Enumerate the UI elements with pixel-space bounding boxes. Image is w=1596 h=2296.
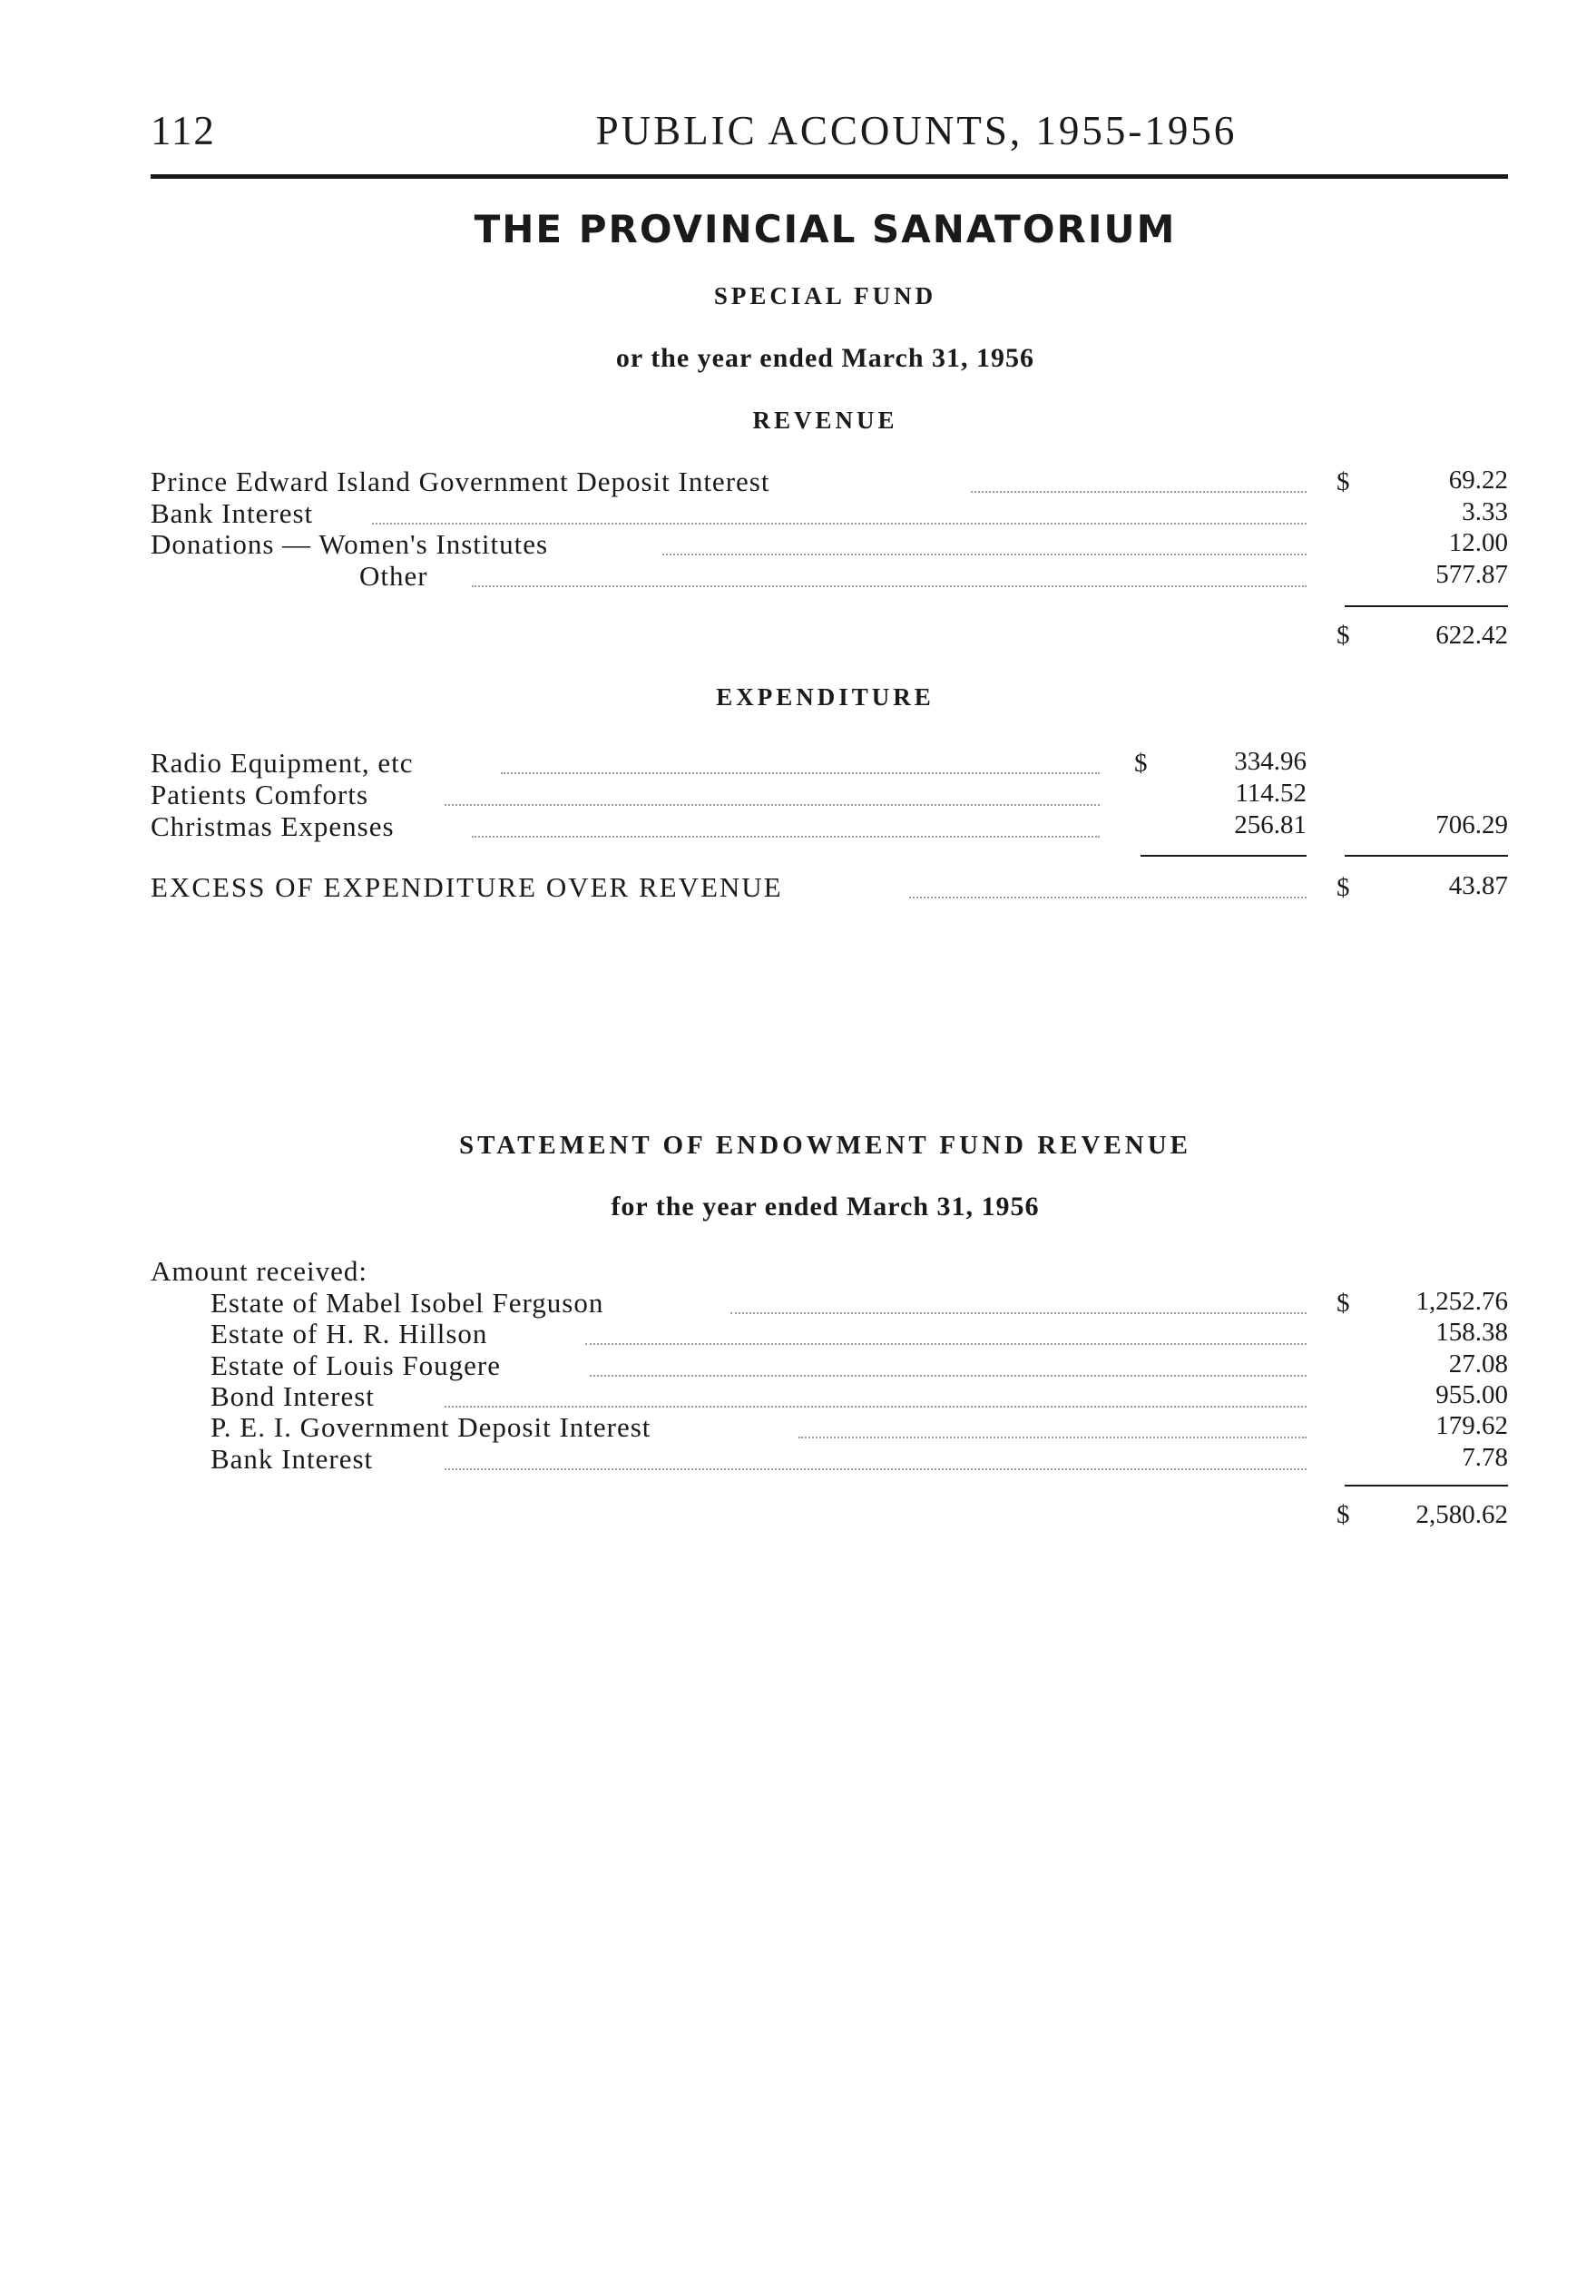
leader-dots (445, 804, 1100, 806)
excess-label: EXCESS OF EXPENDITURE OVER REVENUE (151, 871, 783, 903)
leader-dots (585, 1343, 1307, 1345)
revenue-label: Prince Edward Island Government Deposit Interest (151, 466, 770, 497)
excess-amount: 43.87 (1448, 871, 1508, 900)
fund-subtitle: SPECIAL FUND (713, 282, 937, 309)
running-head: PUBLIC ACCOUNTS, 1955-1956 (595, 108, 1238, 153)
endowment-amount: 7.78 (1462, 1443, 1508, 1472)
page-number: 112 (151, 108, 216, 153)
revenue-amount: 69.22 (1448, 466, 1508, 495)
currency-sign: $ (1337, 467, 1350, 496)
expenditure-total: 706.29 (1435, 810, 1508, 839)
revenue-label: Donations — Women's Institutes (151, 528, 549, 560)
expenditure-label: Radio Equipment, etc (151, 747, 414, 779)
endowment-title: STATEMENT OF ENDOWMENT FUND REVENUE (458, 1131, 1192, 1160)
revenue-amount: 3.33 (1462, 497, 1508, 526)
statement-title: THE PROVINCIAL SANATORIUM (474, 207, 1177, 251)
leader-dots (472, 585, 1307, 587)
expenditure-heading: EXPENDITURE (716, 683, 935, 711)
header-rule (151, 174, 1508, 179)
endowment-label: Estate of Louis Fougere (211, 1349, 502, 1381)
currency-sign: $ (1337, 1500, 1350, 1529)
subtotal-rule (1345, 605, 1508, 607)
leader-dots (662, 554, 1307, 555)
endowment-label: Bond Interest (211, 1380, 375, 1412)
expenditure-amount: 114.52 (1235, 779, 1307, 808)
subtotal-rule (1345, 855, 1508, 857)
revenue-label: Other (359, 560, 428, 592)
leader-dots (971, 491, 1307, 493)
revenue-total: 622.42 (1435, 621, 1508, 650)
currency-sign: $ (1337, 621, 1350, 650)
expenditure-label: Patients Comforts (151, 779, 369, 810)
subtotal-rule (1345, 1485, 1508, 1487)
endowment-label: Estate of Mabel Isobel Ferguson (211, 1287, 604, 1319)
endowment-amount: 1,252.76 (1415, 1287, 1508, 1316)
expenditure-label: Christmas Expenses (151, 810, 395, 842)
endowment-amount: 158.38 (1435, 1318, 1508, 1347)
endowment-amount: 179.62 (1435, 1411, 1508, 1440)
subtotal-rule (1141, 855, 1307, 857)
endowment-amount: 27.08 (1448, 1349, 1508, 1379)
endowment-period: for the year ended March 31, 1956 (611, 1192, 1040, 1222)
leader-dots (501, 772, 1100, 774)
endowment-total: 2,580.62 (1415, 1500, 1508, 1529)
revenue-amount: 12.00 (1448, 528, 1508, 557)
endowment-label: P. E. I. Government Deposit Interest (211, 1411, 651, 1443)
endowment-label: Estate of H. R. Hillson (211, 1318, 488, 1349)
leader-dots (798, 1437, 1307, 1438)
currency-sign: $ (1337, 873, 1350, 902)
leader-dots (445, 1468, 1307, 1470)
expenditure-amount: 334.96 (1234, 747, 1307, 776)
period-line: or the year ended March 31, 1956 (615, 343, 1035, 373)
currency-sign: $ (1337, 1289, 1350, 1318)
endowment-amount: 955.00 (1435, 1380, 1508, 1409)
revenue-heading: REVENUE (752, 407, 898, 434)
leader-dots (472, 836, 1100, 838)
revenue-label: Bank Interest (151, 497, 314, 529)
revenue-amount: 577.87 (1435, 560, 1508, 589)
leader-dots (590, 1375, 1307, 1377)
expenditure-amount: 256.81 (1234, 810, 1307, 839)
currency-sign: $ (1134, 749, 1148, 778)
leader-dots (730, 1312, 1307, 1314)
leader-dots (445, 1406, 1307, 1408)
leader-dots (909, 897, 1307, 898)
endowment-intro: Amount received: (151, 1255, 367, 1287)
endowment-label: Bank Interest (211, 1443, 374, 1475)
leader-dots (372, 523, 1307, 525)
